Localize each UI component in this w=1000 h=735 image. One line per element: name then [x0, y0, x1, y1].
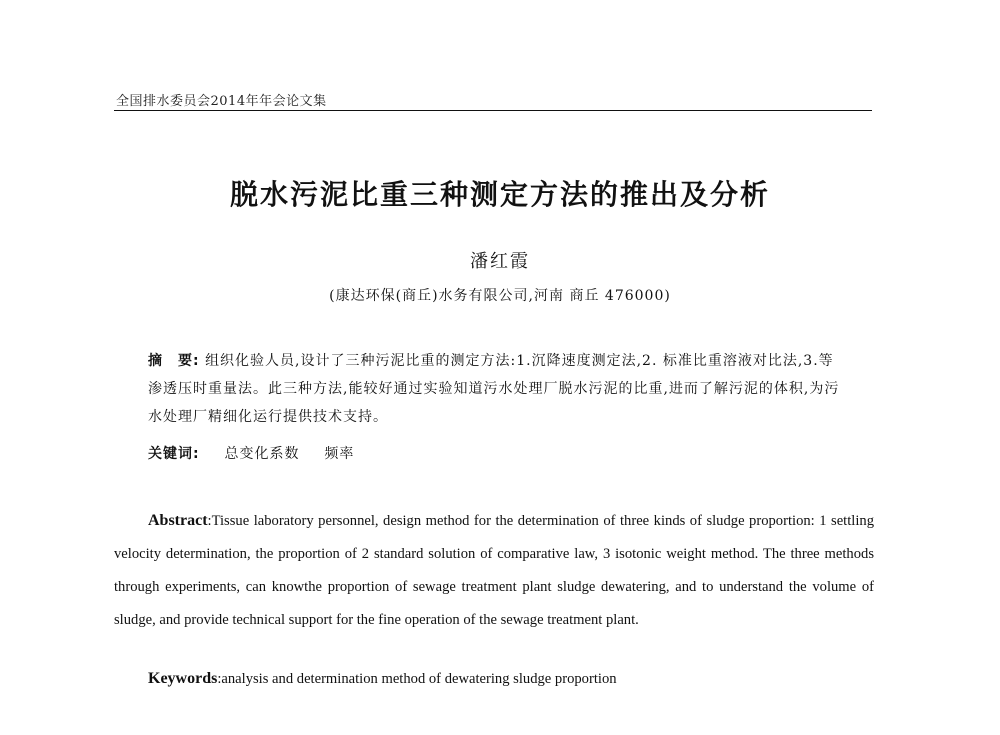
chinese-abstract-label: 摘 要:	[148, 353, 200, 369]
author-affiliation: (康达环保(商丘)水务有限公司,河南 商丘 476000)	[329, 288, 671, 304]
english-abstract	[114, 504, 874, 637]
chinese-keywords	[148, 443, 354, 465]
chinese-abstract-text: 组织化验人员,设计了三种污泥比重的测定方法:1.沉降速度测定法,2. 标准比重溶液对比法,3.等渗透压时重量法。此三种方法,能较好通过实验知道污水处理厂脱水污泥的比重,进而了解污泥的体积,为污水处理厂精细化运行提供技术支持。	[148, 353, 840, 425]
chinese-keyword-1: 总变化系数	[224, 446, 300, 462]
chinese-keyword-2: 频率	[324, 446, 355, 462]
running-header: 全国排水委员会2014年年会论文集	[116, 94, 327, 109]
english-keywords-text: :analysis and determination method of dewatering sludge proportion	[217, 671, 617, 687]
english-abstract-text: :Tissue laboratory personnel, design method for the determination of three kinds of sludge proportion: 1 settling velocity determination, the proportion of 2 standard solution of comparative law, 3 isotonic weight method. The three methods through experiments, can knowthe proportion of sewage treatment plant sludge dewatering, and to understand the volume of sludge, and provide technical support for the fine operation of the sewage treatment plant.	[114, 513, 874, 628]
english-abstract-label: Abstract	[148, 512, 208, 529]
author-name: 潘红霞	[470, 251, 530, 272]
paper-title: 脱水污泥比重三种测定方法的推出及分析	[229, 178, 770, 211]
chinese-abstract	[148, 347, 848, 431]
english-keywords	[148, 668, 617, 690]
header-rule	[114, 110, 872, 111]
english-keywords-label: Keywords	[148, 670, 218, 687]
chinese-keywords-label: 关键词:	[148, 446, 200, 462]
